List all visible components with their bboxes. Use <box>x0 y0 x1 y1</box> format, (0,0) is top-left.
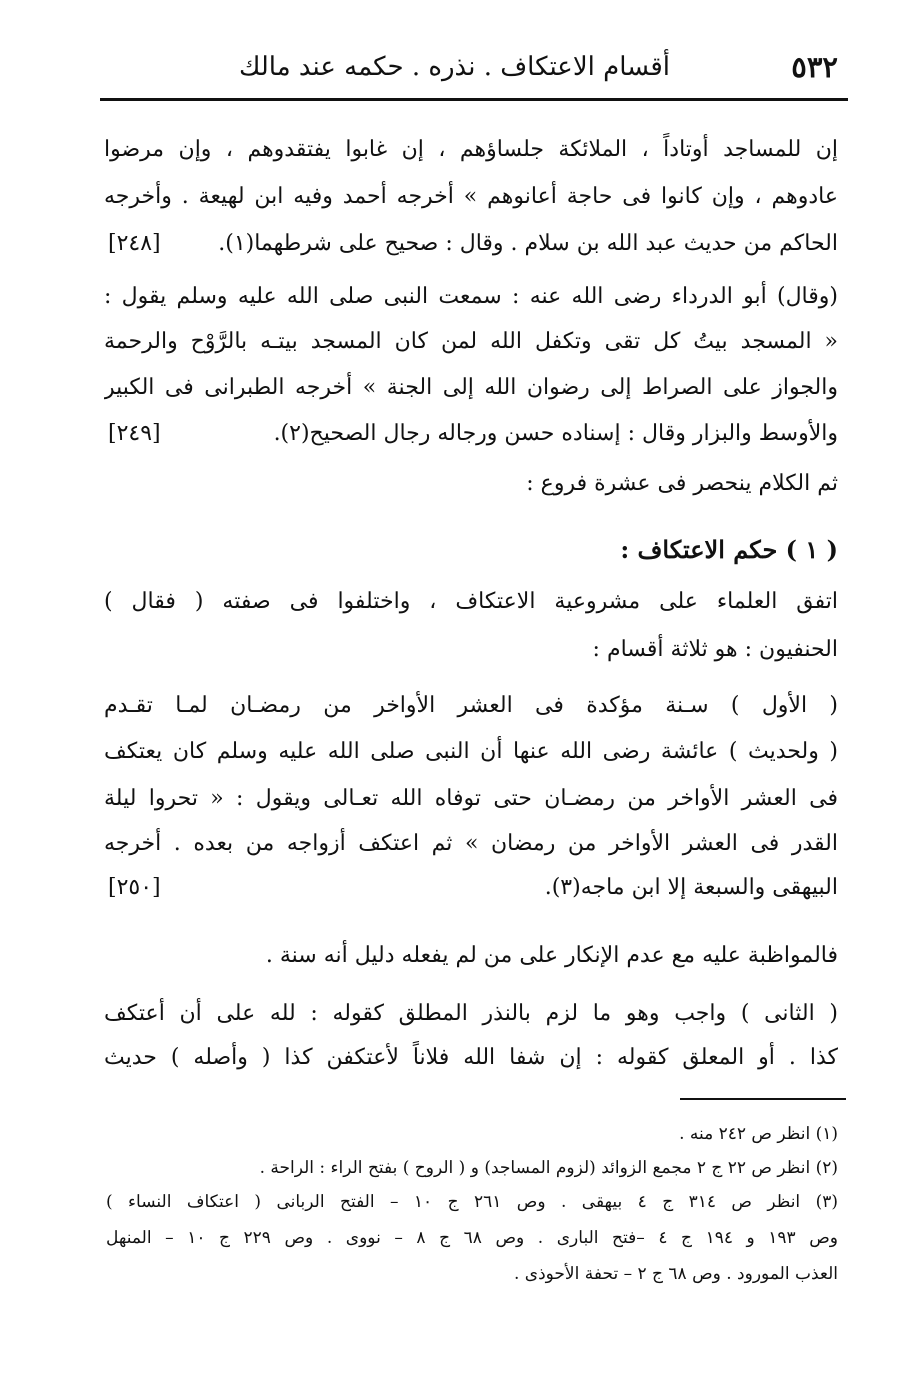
body-line: والأوسط والبزار وقال : إسناده حسن ورجاله رجال الصحيح(٢). <box>273 421 838 446</box>
body-line: إن للمساجد أوتاداً ، الملائكة جلساؤهم ، إن غابوا يفتقدوهم ، وإن مرضوا <box>104 137 838 162</box>
body-line: فالمواظبة عليه مع عدم الإنكار على من لم يفعله دليل أنه سنة . <box>265 943 838 968</box>
hadith-reference-number: [٢٤٨] <box>108 231 161 256</box>
footnote: (٢) انظر ص ٢٢ ج ٢ مجمع الزوائد (لزوم المساجد) و ( الروح ) بفتح الراء : الراحة . <box>259 1158 838 1178</box>
body-line: الحاكم من حديث عبد الله بن سلام . وقال : صحيح على شرطهما(١). <box>218 231 838 256</box>
body-line: ثم الكلام ينحصر فى عشرة فروع : <box>526 471 838 496</box>
running-title: أقسام الاعتكاف . نذره . حكمه عند مالك <box>238 52 670 82</box>
body-line: (وقال) أبو الدرداء رضى الله عنه : سمعت النبى صلى الله عليه وسلم يقول : <box>104 284 838 309</box>
body-line: القدر فى العشر الأواخر من رمضان » ثم اعتكف أزواجه من بعده . أخرجه <box>104 831 838 856</box>
body-line: الحنفيون : هو ثلاثة أقسام : <box>592 637 838 662</box>
body-line: والجواز على الصراط إلى رضوان الله إلى الجنة » أخرجه الطبرانى فى الكبير <box>104 375 838 400</box>
footnote: العذب المورود . وص ٦٨ ج ٢ – تحفة الأحوذى . <box>513 1264 838 1284</box>
section-heading: ( ١ ) حكم الاعتكاف : <box>620 535 838 564</box>
body-line: كذا . أو المعلق كقوله : إن شفا الله فلاناً لأعتكفن كذا ( وأصله ) حديث <box>104 1045 838 1070</box>
hadith-reference-number: [٢٤٩] <box>108 421 161 446</box>
body-line: ( ولحديث ) عائشة رضى الله عنها أن النبى صلى الله عليه وسلم كان يعتكف <box>104 739 838 764</box>
footnote-rule <box>680 1098 846 1100</box>
body-line: البيهقى والسبعة إلا ابن ماجه(٣). <box>544 875 838 900</box>
footnote: وص ١٩٣ و ١٩٤ ج ٤ –فتح البارى . وص ٦٨ ج ٨ – نووى . وص ٢٢٩ ج ١٠ – المنهل <box>106 1228 838 1248</box>
page-header <box>100 50 840 92</box>
page-number: ٥٣٢ <box>791 50 838 84</box>
body-line: ( الثانى ) واجب وهو ما لزم بالنذر المطلق كقوله : لله على أن أعتكف <box>104 1001 838 1026</box>
body-line: عادوهم ، وإن كانوا فى حاجة أعانوهم » أخرجه أحمد وفيه ابن لهيعة . وأخرجه <box>104 184 838 209</box>
body-line: « المسجد بيتُ كل تقى وتكفل الله لمن كان المسجد بيتـه بالرَّوْح والرحمة <box>104 329 838 354</box>
body-line: فى العشر الأواخر من رمضـان حتى توفاه الله تعـالى ويقول : « تحروا ليلة <box>104 786 838 811</box>
footnote: (٣) انظر ص ٣١٤ ج ٤ بيهقى . وص ٢٦١ ج ١٠ – الفتح الربانى ( اعتكاف النساء ) <box>106 1192 838 1212</box>
body-line: ( الأول ) سـنة مؤكدة فى العشر الأواخر من رمضـان لمـا تقـدم <box>104 693 838 718</box>
hadith-reference-number: [٢٥٠] <box>108 875 161 900</box>
body-line: اتفق العلماء على مشروعية الاعتكاف ، واختلفوا فى صفته ( فقال ) <box>104 589 838 614</box>
footnote: (١) انظر ص ٢٤٢ منه . <box>679 1124 838 1144</box>
header-rule <box>100 98 848 101</box>
